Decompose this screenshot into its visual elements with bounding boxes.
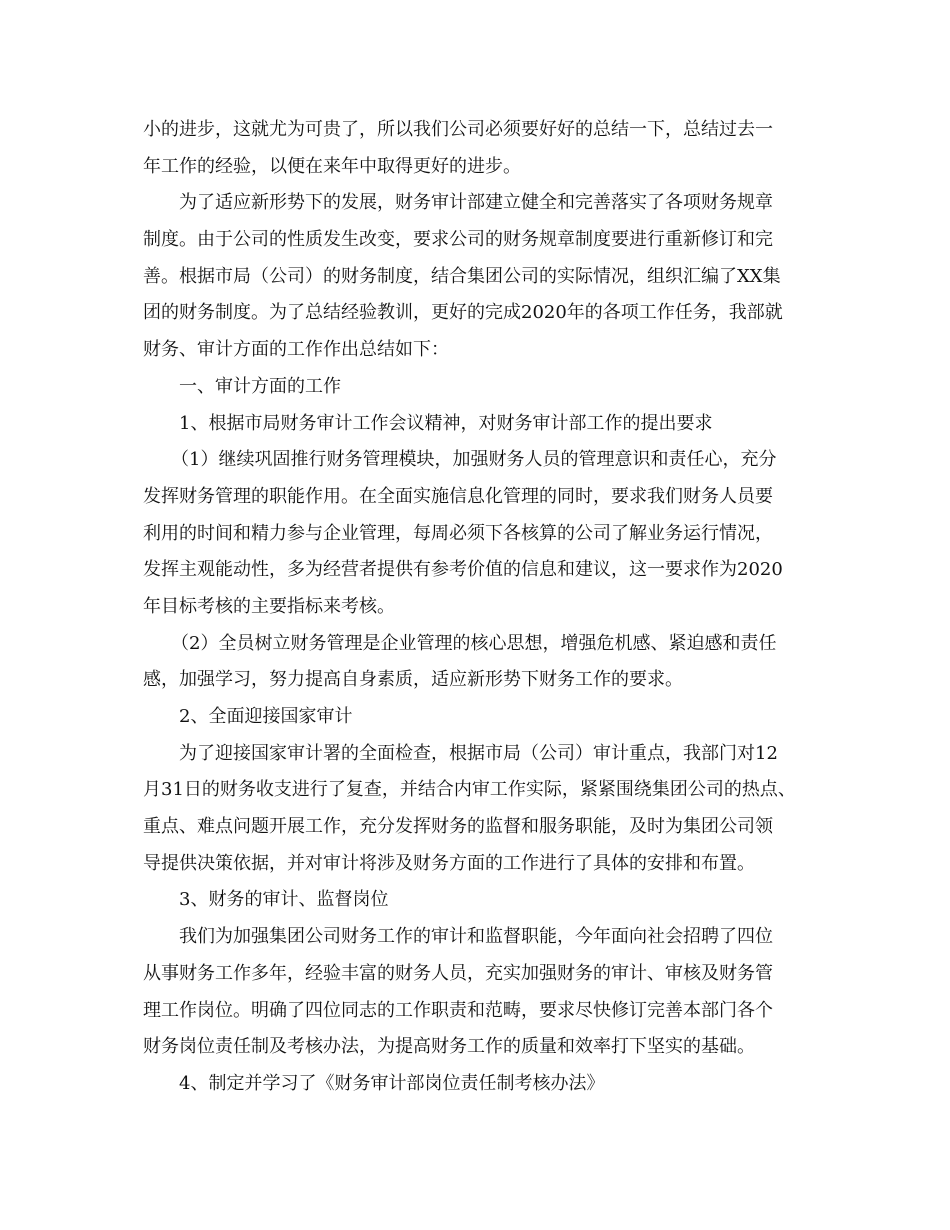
text-line: 我们为加强集团公司财务工作的审计和监督职能，今年面向社会招聘了四位	[179, 926, 773, 948]
text-line: 小的进步，这就尤为可贵了，所以我们公司必须要好好的总结一下，总结过去一	[143, 119, 773, 140]
text-line: 发挥主观能动性，多为经营者提供有参考价值的信息和建议，这一要求作为2020	[143, 559, 783, 581]
text-line: 团的财务制度。为了总结经验教训，更好的完成2020年的各项工作任务，我部就	[143, 302, 783, 324]
text-line: 为了适应新形势下的发展，财务审计部建立健全和完善落实了各项财务规章	[179, 192, 773, 214]
text-line: 2、全面迎接国家审计	[179, 706, 353, 727]
text-line: 年目标考核的主要指标来考核。	[143, 595, 395, 617]
text-line: 财务、审计方面的工作作出总结如下：	[143, 339, 449, 361]
text-line: （1）继续巩固推行财务管理模块，加强财务人员的管理意识和责任心，充分	[171, 449, 777, 471]
text-line: 从事财务工作多年，经验丰富的财务人员，充实加强财务的审计、审核及财务管	[143, 962, 773, 984]
text-line: 月31日的财务收支进行了复查，并结合内审工作实际，紧紧围绕集团公司的热点、	[143, 779, 796, 801]
text-line: 重点、难点问题开展工作，充分发挥财务的监督和服务职能，及时为集团公司领	[143, 816, 773, 838]
text-line: 为了迎接国家审计署的全面检查，根据市局（公司）审计重点，我部门对12	[179, 742, 778, 764]
text-line: 4、制定并学习了《财务审计部岗位责任制考核办法》	[179, 1072, 605, 1094]
text-line: 理工作岗位。明确了四位同志的工作职责和范畴，要求尽快修订完善本部门各个	[143, 999, 773, 1021]
text-line: 财务岗位责任制及考核办法，为提高财务工作的质量和效率打下坚实的基础。	[143, 1036, 755, 1058]
text-line: 发挥财务管理的职能作用。在全面实施信息化管理的同时，要求我们财务人员要	[143, 485, 773, 507]
text-line: 制度。由于公司的性质发生改变，要求公司的财务规章制度要进行重新修订和完	[143, 229, 773, 251]
text-line: 3、财务的审计、监督岗位	[179, 889, 389, 911]
text-line: 善。根据市局（公司）的财务制度，结合集团公司的实际情况，组织汇编了XX集	[143, 265, 781, 287]
text-line: 利用的时间和精力参与企业管理，每周必须下各核算的公司了解业务运行情况，	[143, 522, 773, 544]
text-line: 年工作的经验，以便在来年中取得更好的进步。	[143, 155, 521, 177]
text-line: 导提供决策依据，并对审计将涉及财务方面的工作进行了具体的安排和布置。	[143, 852, 755, 874]
text-line: （2）全员树立财务管理是企业管理的核心思想，增强危机感、紧迫感和责任	[171, 632, 777, 654]
document-body	[143, 112, 823, 1103]
text-line: 1、根据市局财务审计工作会议精神，对财务审计部工作的提出要求	[179, 412, 713, 434]
text-line: 一、审计方面的工作	[179, 375, 341, 397]
text-line: 感，加强学习，努力提高自身素质，适应新形势下财务工作的要求。	[143, 669, 683, 691]
